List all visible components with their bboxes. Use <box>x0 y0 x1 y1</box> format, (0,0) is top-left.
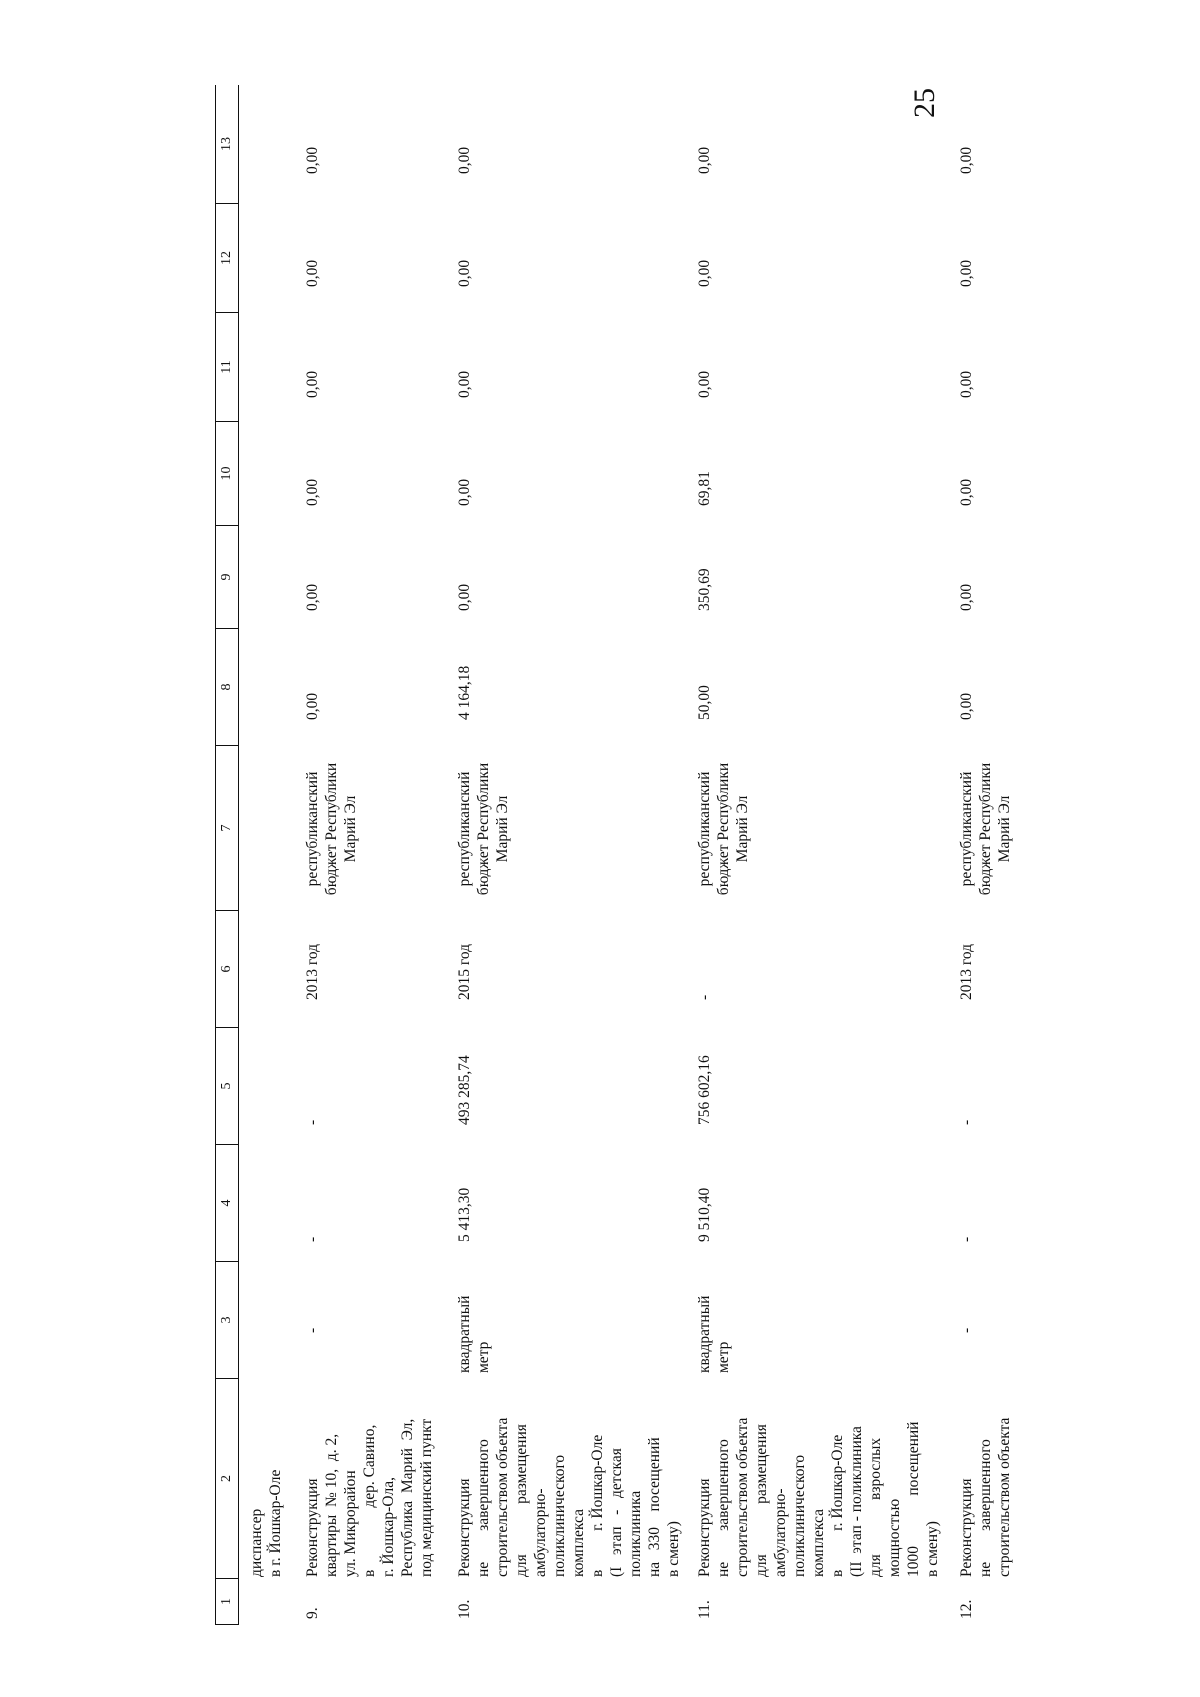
budget-line: Марий Эл <box>494 795 511 863</box>
name-line: Республика Марий Эл, <box>399 1418 416 1577</box>
budget-line: бюджет Республики <box>715 762 732 896</box>
value-cell-col11: 0,00 <box>456 370 473 398</box>
column-number-header <box>215 85 239 1625</box>
name-line: строительством объекта <box>734 1417 751 1577</box>
budget-line: республиканский <box>304 771 321 887</box>
name-line: ул. Микрорайон <box>342 1470 359 1577</box>
value-cell-col8: 0,00 <box>304 692 321 720</box>
column-header: 2 <box>216 1379 238 1579</box>
column-header: 8 <box>216 629 238 746</box>
value-cell-col4: 9 510,40 <box>696 1187 713 1242</box>
name-line: диспансер <box>248 1508 265 1577</box>
budget-line: республиканский <box>456 771 473 887</box>
budget-table <box>215 85 1013 1625</box>
name-line: поликлинического <box>551 1454 568 1577</box>
name-line: в смену) <box>665 1521 682 1577</box>
value-cell-col10: 0,00 <box>958 478 975 506</box>
value-cell-col12: 0,00 <box>304 259 321 287</box>
name-line: Реконструкция <box>958 1478 975 1577</box>
value-cell-col5: 756 602,16 <box>696 1055 713 1125</box>
column-header: 13 <box>216 85 238 204</box>
object-name <box>957 1417 1014 1577</box>
value-cell-col13: 0,00 <box>304 146 321 174</box>
unit-cell: - <box>958 1327 975 1333</box>
value-cell-col12: 0,00 <box>958 259 975 287</box>
name-line: (II этап - поликлиника <box>848 1426 865 1577</box>
column-header: 9 <box>216 526 238 629</box>
name-line: поликлинического <box>791 1454 808 1577</box>
value-cell-col11: 0,00 <box>304 370 321 398</box>
budget-line: бюджет Республики <box>323 762 340 896</box>
value-cell-col9: 0,00 <box>304 583 321 611</box>
name-line: в смену) <box>924 1521 941 1577</box>
budget-line: республиканский <box>696 771 713 887</box>
name-line: под медицинский пункт <box>418 1418 435 1577</box>
unit-line: метр <box>715 1341 732 1373</box>
value-cell-col8: 0,00 <box>958 692 975 720</box>
name-line: квартиры № 10, д. 2, <box>323 1433 340 1577</box>
unit-line: метр <box>475 1341 492 1373</box>
row-number: 9. <box>304 1607 321 1619</box>
funding-source <box>957 749 1014 909</box>
name-line: не завершенного <box>475 1439 492 1577</box>
name-line: амбулаторно- <box>532 1488 549 1577</box>
budget-line: республиканский <box>958 771 975 887</box>
name-line: Реконструкция <box>696 1478 713 1577</box>
name-line: поликлиника <box>627 1490 644 1577</box>
budget-line: бюджет Республики <box>475 762 492 896</box>
unit-cell <box>455 1268 493 1373</box>
name-line: в дер. Савино, <box>361 1424 378 1577</box>
value-cell-col9: 0,00 <box>456 583 473 611</box>
value-cell-col6: - <box>696 994 713 1000</box>
unit-line: квадратный <box>696 1295 713 1373</box>
column-header: 11 <box>216 313 238 422</box>
value-cell-col9: 350,69 <box>696 568 713 611</box>
value-cell-col4: - <box>958 1236 975 1242</box>
name-line: для размещения <box>753 1424 770 1577</box>
name-line: амбулаторно- <box>772 1488 789 1577</box>
name-line: комплекса <box>810 1508 827 1577</box>
column-header: 12 <box>216 204 238 313</box>
value-cell-col6: 2013 год <box>304 943 321 1000</box>
name-line: на 330 посещений <box>646 1437 663 1577</box>
name-line: г. Йошкар-Ола, <box>380 1476 397 1577</box>
value-cell-col8: 4 164,18 <box>456 665 473 720</box>
funding-source <box>695 749 752 909</box>
object-name <box>455 1417 683 1577</box>
name-line: Реконструкция <box>456 1478 473 1577</box>
value-cell-col10: 0,00 <box>456 478 473 506</box>
unit-cell <box>695 1268 733 1373</box>
column-header: 7 <box>216 746 238 911</box>
value-cell-col8: 50,00 <box>696 685 713 720</box>
name-line: (I этап - детская <box>608 1448 625 1577</box>
name-line: строительством объекта <box>494 1417 511 1577</box>
column-header: 1 <box>216 1579 238 1625</box>
column-header: 10 <box>216 422 238 526</box>
budget-line: Марий Эл <box>734 795 751 863</box>
name-line: Реконструкция <box>304 1478 321 1577</box>
column-header: 3 <box>216 1262 238 1379</box>
column-header: 6 <box>216 911 238 1028</box>
value-cell-col4: - <box>304 1236 321 1242</box>
value-cell-col4: 5 413,30 <box>456 1187 473 1242</box>
name-line: в г. Йошкар-Оле <box>589 1434 606 1577</box>
row-number: 10. <box>456 1599 473 1619</box>
value-cell-col10: 69,81 <box>696 471 713 506</box>
column-header: 4 <box>216 1145 238 1262</box>
name-line: 1000 посещений <box>905 1421 922 1577</box>
value-cell-col13: 0,00 <box>696 146 713 174</box>
value-cell-col5: - <box>304 1119 321 1125</box>
value-cell-col13: 0,00 <box>958 146 975 174</box>
row-number: 12. <box>958 1599 975 1619</box>
object-name <box>303 1418 436 1577</box>
value-cell-col12: 0,00 <box>696 259 713 287</box>
value-cell-col6: 2013 год <box>958 943 975 1000</box>
name-line: комплекса <box>570 1508 587 1577</box>
value-cell-col12: 0,00 <box>456 259 473 287</box>
value-cell-col5: 493 285,74 <box>456 1055 473 1125</box>
funding-source <box>455 749 512 909</box>
value-cell-col10: 0,00 <box>304 478 321 506</box>
object-name <box>695 1417 942 1577</box>
name-line: мощностью <box>886 1498 903 1577</box>
value-cell-col13: 0,00 <box>456 146 473 174</box>
budget-line: Марий Эл <box>342 795 359 863</box>
name-line: для взрослых <box>867 1437 884 1577</box>
value-cell-col5: - <box>958 1119 975 1125</box>
name-line: в г. Йошкар-Оле <box>829 1434 846 1577</box>
column-header: 5 <box>216 1028 238 1145</box>
value-cell-col11: 0,00 <box>696 370 713 398</box>
name-line: не завершенного <box>977 1439 994 1577</box>
budget-line: бюджет Республики <box>977 762 994 896</box>
budget-line: Марий Эл <box>996 795 1013 863</box>
name-line: для размещения <box>513 1424 530 1577</box>
name-line: строительством объекта <box>996 1417 1013 1577</box>
funding-source <box>303 749 360 909</box>
carryover-name <box>247 1437 285 1577</box>
row-number: 11. <box>696 1600 713 1619</box>
unit-line: квадратный <box>456 1295 473 1373</box>
unit-cell: - <box>304 1327 321 1333</box>
name-line: не завершенного <box>715 1439 732 1577</box>
value-cell-col9: 0,00 <box>958 583 975 611</box>
value-cell-col6: 2015 год <box>456 943 473 1000</box>
name-line: в г. Йошкар-Оле <box>267 1469 284 1577</box>
page-number: 25 <box>908 88 941 118</box>
value-cell-col11: 0,00 <box>958 370 975 398</box>
